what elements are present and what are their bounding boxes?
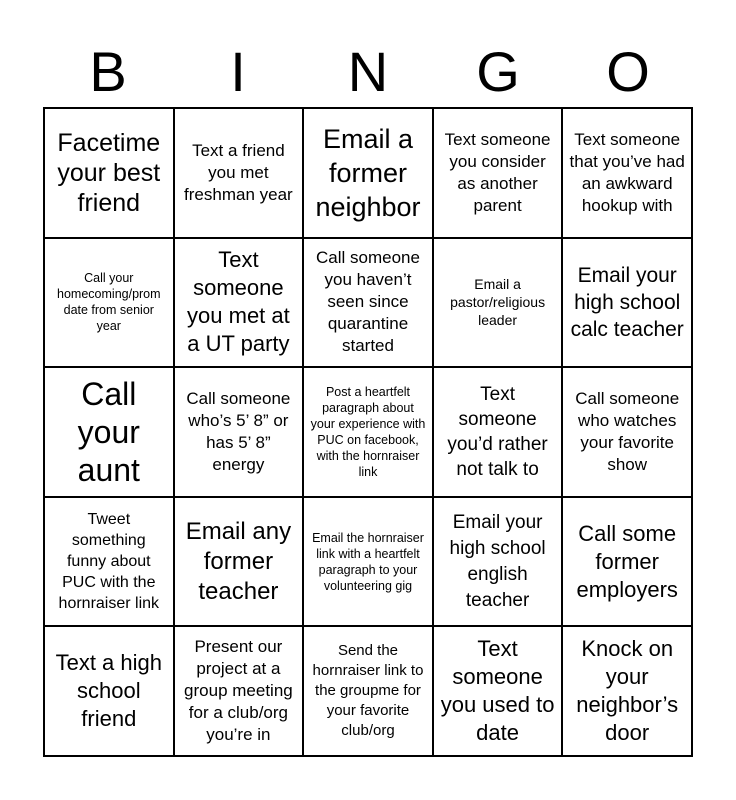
bingo-cell-r3c1[interactable] [44, 367, 174, 497]
cell-text: Facetime your best friend [57, 128, 161, 217]
bingo-cell-r4c3[interactable] [303, 497, 433, 627]
bingo-cell-r1c4[interactable] [433, 108, 563, 238]
bingo-cell-r1c5[interactable] [562, 108, 692, 238]
bingo-cell-r2c1[interactable] [44, 238, 174, 368]
cell-text: Email any former teacher [185, 517, 292, 605]
cell-text: Text someone you consider as another parent [444, 129, 551, 215]
cell-text: Text someone you’d rather not talk to [447, 383, 548, 480]
header-letter-g: G [476, 40, 520, 103]
header-letter-b: B [89, 40, 127, 103]
header-letter-n: N [347, 40, 389, 103]
cell-text: Call someone who’s 5’ 8” or has 5’ 8” energy [186, 388, 291, 474]
bingo-cell-r1c1[interactable] [44, 108, 174, 238]
bingo-cell-r2c3[interactable] [303, 238, 433, 368]
bingo-cell-r4c5[interactable] [562, 497, 692, 627]
bingo-cell-r2c2[interactable] [174, 238, 304, 368]
cell-text: Email a former neighbor [315, 123, 421, 222]
cell-text: Text someone you used to date [440, 636, 555, 746]
cell-text: Call someone you haven’t seen since quarantine started [316, 248, 420, 356]
header-letter-o: O [606, 40, 650, 103]
cell-text: Post a heartfelt paragraph about your experience with PUC on facebook, with the hornraiser link [310, 384, 426, 479]
bingo-cell-r2c5[interactable] [562, 238, 692, 368]
cell-text: Call your aunt [77, 375, 140, 488]
bingo-cell-r1c3[interactable] [303, 108, 433, 238]
bingo-cell-r5c1[interactable] [44, 626, 174, 756]
cell-text: Knock on your neighbor’s door [576, 636, 679, 746]
cell-text: Text someone that you’ve had an awkward hookup with [569, 129, 685, 215]
cell-text: Text a high school friend [55, 650, 162, 732]
bingo-cell-r4c2[interactable] [174, 497, 304, 627]
bingo-cell-r4c4[interactable] [433, 497, 563, 627]
bingo-cell-r5c3[interactable] [303, 626, 433, 756]
cell-text: Call someone who watches your favorite show [575, 388, 680, 474]
cell-text: Text someone you met at a UT party [187, 247, 290, 357]
bingo-cell-r1c2[interactable] [174, 108, 304, 238]
cell-text: Tweet something funny about PUC with the hornraiser link [58, 511, 160, 613]
cell-text: Email your high school english teacher [449, 511, 546, 611]
header-letter-i: I [230, 40, 246, 103]
cell-text: Email the hornraiser link with a heartfelt paragraph to your volunteering gig [312, 530, 424, 593]
cell-text: Send the hornraiser link to the groupme for your favorite club/org [312, 642, 424, 740]
cell-text: Text a friend you met freshman year [184, 140, 293, 204]
bingo-cell-r3c2[interactable] [174, 367, 304, 497]
cell-text: Call some former employers [576, 520, 678, 602]
bingo-cell-r4c1[interactable] [44, 497, 174, 627]
bingo-cell-r5c5[interactable] [562, 626, 692, 756]
bingo-cell-r2c4[interactable] [433, 238, 563, 368]
bingo-cell-r3c3[interactable] [303, 367, 433, 497]
bingo-grid [43, 107, 693, 757]
bingo-cell-r3c4[interactable] [433, 367, 563, 497]
cell-text: Email your high school calc teacher [570, 263, 684, 341]
cell-text: Call your homecoming/prom date from senior year [57, 271, 161, 334]
bingo-header [43, 40, 693, 104]
bingo-cell-r3c5[interactable] [562, 367, 692, 497]
bingo-cell-r5c2[interactable] [174, 626, 304, 756]
cell-text: Email a pastor/religious leader [450, 276, 546, 329]
cell-text: Present our project at a group meeting for a club/org you’re in [184, 637, 293, 745]
bingo-cell-r5c4[interactable] [433, 626, 563, 756]
